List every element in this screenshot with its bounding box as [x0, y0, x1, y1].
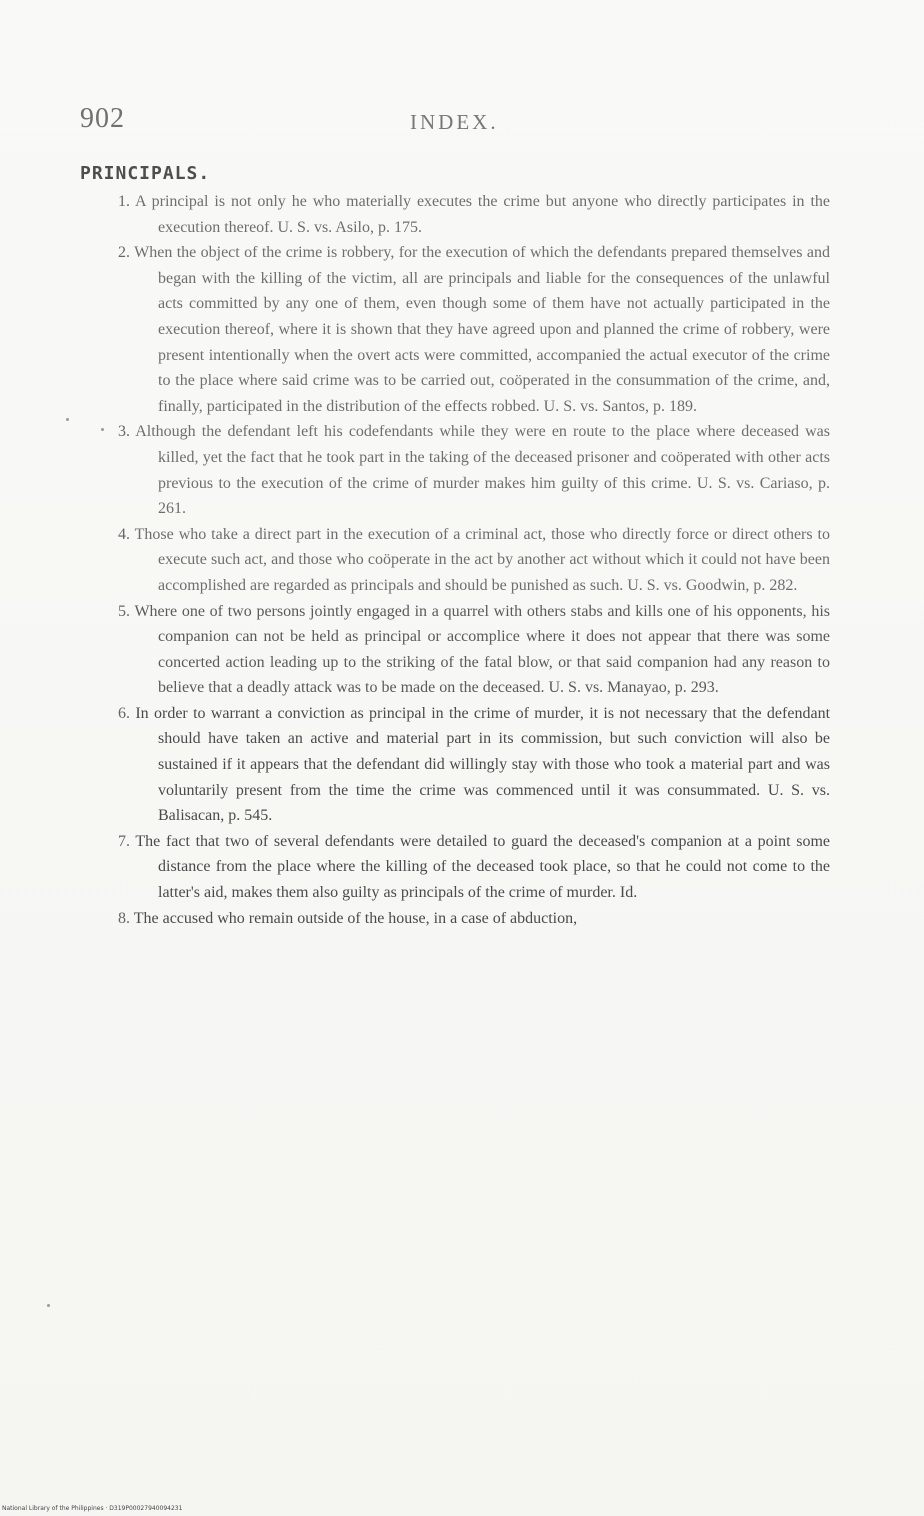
entry-number: 7. — [118, 832, 130, 850]
section-heading: PRINCIPALS. — [80, 163, 211, 184]
index-entries — [118, 189, 830, 931]
entry-number: 3. — [118, 423, 130, 441]
scan-speck — [47, 1304, 50, 1307]
entry-number: 4. — [118, 525, 130, 543]
entry-text: Where one of two persons jointly engaged in a quarrel with others stabs and kills one of his opponents, his companion can not be held as principal or accomplice where it does not appear that there was some concerted action leading up to the striking of the fatal blow, or that said companion had any reason to believe that a deadly attack was to be made on the deceased. U. S. vs. Manayao, p. 293. — [134, 602, 831, 697]
index-entry-1 — [118, 189, 830, 240]
entry-text: A principal is not only he who materially executes the crime but anyone who directly participates in the execution thereof. U. S. vs. Asilo, p. 175. — [135, 193, 830, 236]
scan-speck — [66, 418, 69, 421]
entry-text: The accused who remain outside of the house, in a case of abduction, — [133, 909, 578, 927]
index-entry-3 — [118, 419, 830, 521]
entry-number: 1. — [118, 193, 130, 210]
scan-speck — [101, 428, 104, 431]
entry-text: Those who take a direct part in the execution of a criminal act, those who directly force or direct others to execute such act, and those who coöperate in the act by another act without which it could not have been accomplished are regarded as principals and should be punished as such. U. S. vs. Goodwin, p. 282. — [134, 525, 830, 594]
scan-credit: National Library of the Philippines · D319P00027940094231 — [2, 1505, 183, 1512]
entry-number: 2. — [118, 244, 130, 262]
index-entry-6 — [118, 701, 830, 829]
page-number: 902 — [80, 103, 125, 134]
index-entry-8 — [118, 906, 830, 932]
index-entry-5 — [118, 599, 830, 701]
entry-number: 8. — [118, 909, 130, 927]
index-entry-4 — [118, 522, 830, 599]
index-entry-7 — [118, 829, 830, 906]
entry-text: Although the defendant left his codefendants while they were en route to the place where deceased was killed, yet the fact that he took part in the taking of the deceased prisoner and coöperated with other acts previous to the execution of the crime of murder makes him guilty of this crime. U. S. vs. Cariaso, p. 261. — [135, 423, 830, 518]
entry-number: 6. — [118, 704, 130, 722]
entry-number: 5. — [118, 602, 130, 620]
entry-text: When the object of the crime is robbery, for the execution of which the defendants prepared themselves and began with the killing of the victim, all are principals and liable for the consequences of the unlawful acts committed by any one of them, even though some of them have not actually participated in the execution thereof, where it is shown that they have agreed upon and planned the crime of robbery, were present intentionally when the overt acts were committed, accompanied the actual executor of the crime to the place where said crime was to be carried out, coöperated in the consummation of the crime, and, finally, participated in the distribution of the effects robbed. U. S. vs. Santos, p. 189. — [134, 244, 830, 415]
entry-text: The fact that two of several defendants were detailed to guard the deceased's companion at a point some distance from the place where the killing of the deceased took place, so that he could not come to the latter's aid, makes them also guilty as principals of the crime of murder. Id. — [135, 832, 830, 902]
running-title: INDEX. — [410, 110, 499, 134]
entry-text: In order to warrant a conviction as principal in the crime of murder, it is not necessary that the defendant should have taken an active and material part in its commission, but such conviction will also be sustained if it appears that the defendant did willingly stay with those who took a material part and was voluntarily present from the time the crime was commenced until it was consummated. U. S. vs. Balisacan, p. 545. — [135, 704, 831, 825]
index-entry-2 — [118, 240, 830, 419]
